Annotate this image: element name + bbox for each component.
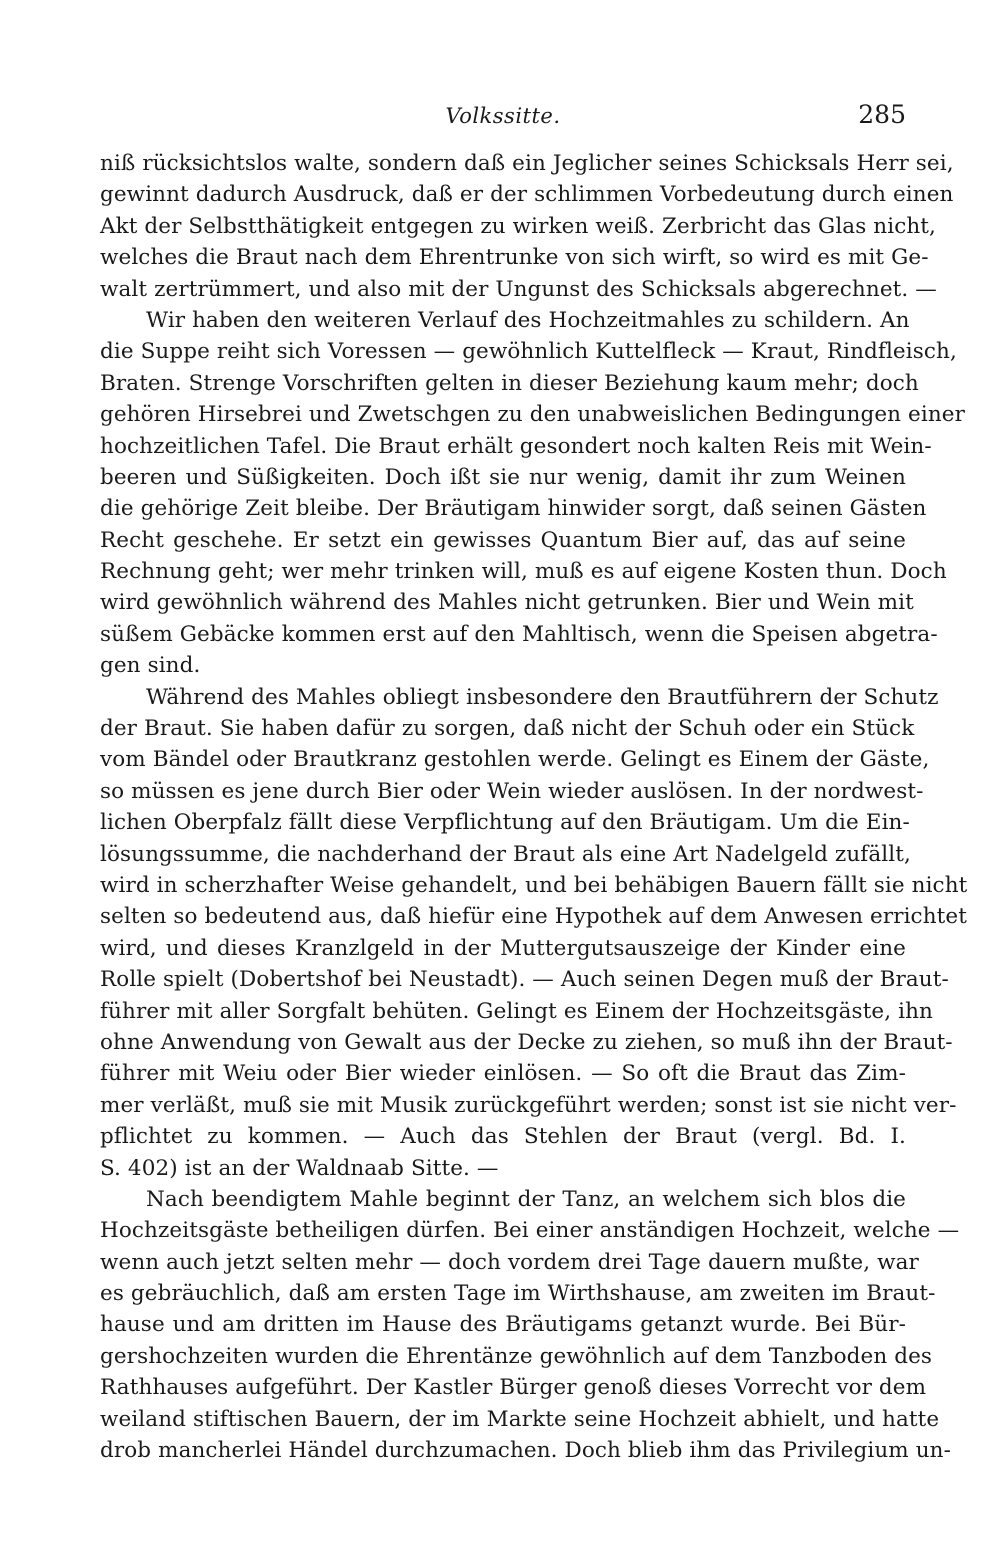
text-line: welches die Braut nach dem Ehrentrunke von sich wirft, so wird es mit Ge- [100,245,929,271]
text-line: weiland stiftischen Bauern, der im Markte seine Hochzeit abhielt, und hatte [100,1406,940,1432]
text-line: Rolle spielt (Dobertshof bei Neustadt). — Auch seinen Degen muß der Braut- [100,967,949,993]
text-line: gewinnt dadurch Ausdruck, daß er der schlimmen Vorbedeutung durch einen [100,182,954,208]
text-line: beeren und Süßigkeiten. Doch ißt sie nur wenig, damit ihr zum Weinen [100,464,906,490]
running-title: Volkssitte. [445,104,561,128]
text-line: lichen Oberpfalz fällt diese Verpflichtung auf den Bräutigam. Um die Ein- [100,810,910,836]
text-line: führer mit aller Sorgfalt behüten. Gelingt es Einem der Hochzeitsgäste, ihn [100,998,933,1024]
text-line: gehören Hirsebrei und Zwetschgen zu den unabweislichen Bedingungen einer [100,402,965,428]
text-line: ohne Anwendung von Gewalt aus der Decke zu ziehen, so muß ihn der Braut- [100,1029,953,1055]
text-line: gershochzeiten wurden die Ehrentänze gewöhnlich auf dem Tanzboden des [100,1343,933,1369]
text-line: selten so bedeutend aus, daß hiefür eine Hypothek auf dem Anwesen errichtet [100,904,967,930]
running-head [100,100,906,136]
paragraph-start-line: Wir haben den weiteren Verlauf des Hochzeitmahles zu schildern. An [146,307,910,333]
text-line: süßem Gebäcke kommen erst auf den Mahltisch, wenn die Speisen abgetra- [100,621,938,647]
text-line: hause und am dritten im Hause des Bräutigams getanzt wurde. Bei Bür- [100,1312,906,1338]
text-line: gen sind. [100,653,201,679]
text-line: drob mancherlei Händel durchzumachen. Doch blieb ihm das Privilegium un- [100,1438,951,1464]
text-line: so müssen es jene durch Bier oder Wein wieder auslösen. In der nordwest- [100,778,924,804]
paragraph-start-line: Nach beendigtem Mahle beginnt der Tanz, an welchem sich blos die [146,1186,906,1212]
text-line: walt zertrümmert, und also mit der Ungunst des Schicksals abgerechnet. — [100,276,937,302]
text-line: Akt der Selbstthätigkeit entgegen zu wirken weiß. Zerbricht das Glas nicht, [100,213,936,239]
text-line: wenn auch jetzt selten mehr — doch vordem drei Tage dauern mußte, war [100,1249,919,1275]
body-text [100,148,968,1466]
text-line: führer mit Weiu oder Bier wieder einlösen. — So oft die Braut das Zim- [100,1061,906,1087]
text-line: die gehörige Zeit bleibe. Der Bräutigam hinwider sorgt, daß seinen Gästen [100,496,927,522]
text-line: wird in scherzhafter Weise gehandelt, und bei behäbigen Bauern fällt sie nicht [100,872,968,898]
text-line: Rechnung geht; wer mehr trinken will, muß es auf eigene Kosten thun. Doch [100,559,947,585]
text-line: Braten. Strenge Vorschriften gelten in dieser Beziehung kaum mehr; doch [100,370,919,396]
text-line: hochzeitlichen Tafel. Die Braut erhält gesondert noch kalten Reis mit Wein- [100,433,932,459]
text-line: Hochzeitsgäste betheiligen dürfen. Bei einer anständigen Hochzeit, welche — [100,1218,960,1244]
text-line: pflichtet zu kommen. — Auch das Stehlen der Braut (vergl. Bd. I. [100,1124,906,1150]
text-line: wird, und dieses Kranzlgeld in der Muttergutsauszeige der Kinder eine [100,935,906,961]
text-line: mer verläßt, muß sie mit Musik zurückgeführt werden; sonst ist sie nicht ver- [100,1092,957,1118]
text-line: vom Bändel oder Brautkranz gestohlen werde. Gelingt es Einem der Gäste, [100,747,930,773]
text-line: niß rücksichtslos walte, sondern daß ein Jeglicher seines Schicksals Herr sei, [100,151,954,176]
paragraph-start-line: Während des Mahles obliegt insbesondere den Brautführern der Schutz [146,684,939,710]
text-line: Rathhauses aufgeführt. Der Kastler Bürger genoß dieses Vorrecht vor dem [100,1375,927,1401]
text-line: S. 402) ist an der Waldnaab Sitte. — [100,1155,499,1181]
page-number: 285 [858,100,906,129]
text-line: es gebräuchlich, daß am ersten Tage im Wirthshause, am zweiten im Braut- [100,1281,936,1307]
text-line: der Braut. Sie haben dafür zu sorgen, daß nicht der Schuh oder ein Stück [100,716,915,742]
text-line: lösungssumme, die nachderhand der Braut als eine Art Nadelgeld zufällt, [100,841,911,867]
text-line: Recht geschehe. Er setzt ein gewisses Quantum Bier auf, das auf seine [100,527,906,553]
text-line: die Suppe reiht sich Voressen — gewöhnlich Kuttelfleck — Kraut, Rindfleisch, [100,339,957,365]
text-line: wird gewöhnlich während des Mahles nicht getrunken. Bier und Wein mit [100,590,914,616]
